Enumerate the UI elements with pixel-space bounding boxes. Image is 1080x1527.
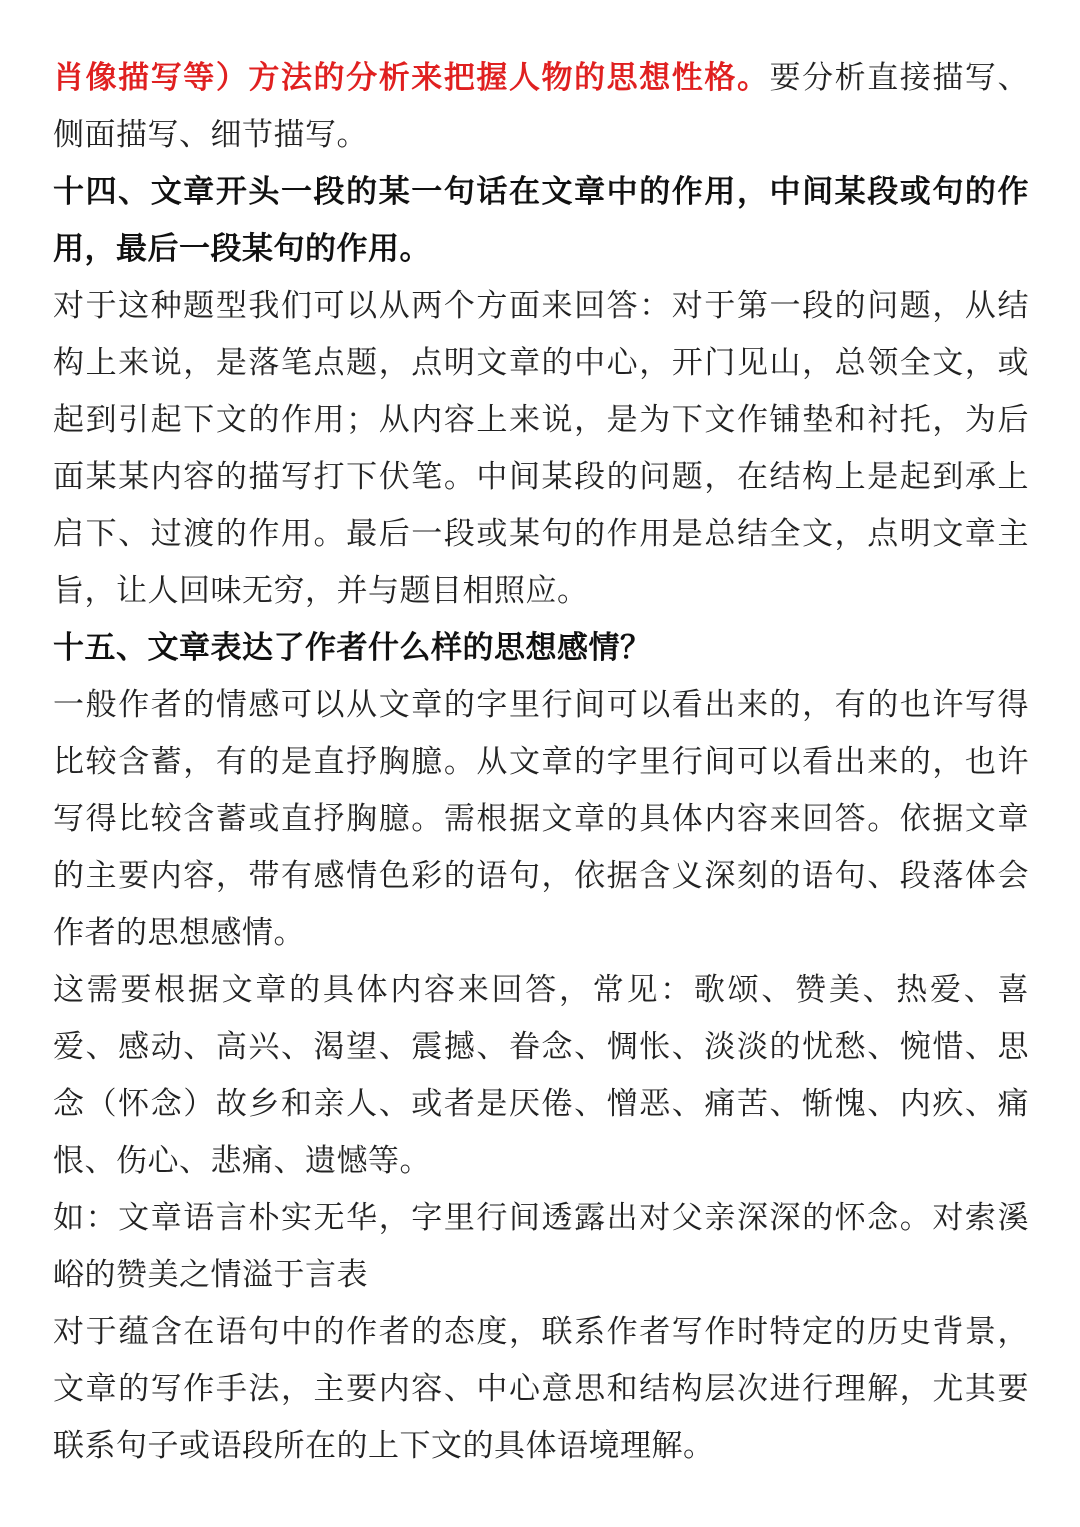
section-15-paragraph-1: 一般作者的情感可以从文章的字里行间可以看出来的，有的也许写得比较含蓄，有的是直抒胸臆。从文章的字里行间可以看出来的，也许写得比较含蓄或直抒胸臆。需根据文章的具体内容来回答。依据文章的主要内容，带有感情色彩的语句，依据含义深刻的语句、段落体会作者的思想感情。	[53, 687, 1029, 951]
section-15-paragraph-4: 对于蕴含在语句中的作者的态度，联系作者写作时特定的历史背景，文章的写作手法，主要内容、中心意思和结构层次进行理解，尤其要联系句子或语段所在的上下文的具体语境理解。	[53, 1314, 1029, 1464]
section-15-paragraph-2: 这需要根据文章的具体内容来回答，常见：歌颂、赞美、热爱、喜爱、感动、高兴、渴望、震撼、眷念、惆怅、淡淡的忧愁、惋惜、思念（怀念）故乡和亲人、或者是厌倦、憎恶、痛苦、惭愧、内疚、痛恨、伤心、悲痛、遗憾等。	[53, 972, 1029, 1179]
intro-highlight: 肖像描写等）方法的分析来把握人物的思想性格。	[53, 60, 770, 96]
section-15-paragraph-3: 如：文章语言朴实无华，字里行间透露出对父亲深深的怀念。对索溪峪的赞美之情溢于言表	[53, 1200, 1029, 1293]
section-14-body: 对于这种题型我们可以从两个方面来回答：对于第一段的问题，从结构上来说，是落笔点题，点明文章的中心，开门见山，总领全文，或起到引起下文的作用；从内容上来说，是为下文作铺垫和衬托，为后面某某内容的描写打下伏笔。中间某段的问题，在结构上是起到承上启下、过渡的作用。最后一段或某句的作用是总结全文，点明文章主旨，让人回味无穷，并与题目相照应。	[53, 288, 1029, 609]
document-page	[53, 50, 1029, 1475]
section-14-heading: 十四、文章开头一段的某一句话在文章中的作用，中间某段或句的作用，最后一段某句的作用。	[53, 174, 1029, 267]
intro-rest: 要分析直接描写、侧面描写、细节描写。	[53, 60, 1029, 153]
intro-paragraph	[53, 50, 1029, 164]
section-15-heading: 十五、文章表达了作者什么样的思想感情？	[53, 630, 652, 666]
